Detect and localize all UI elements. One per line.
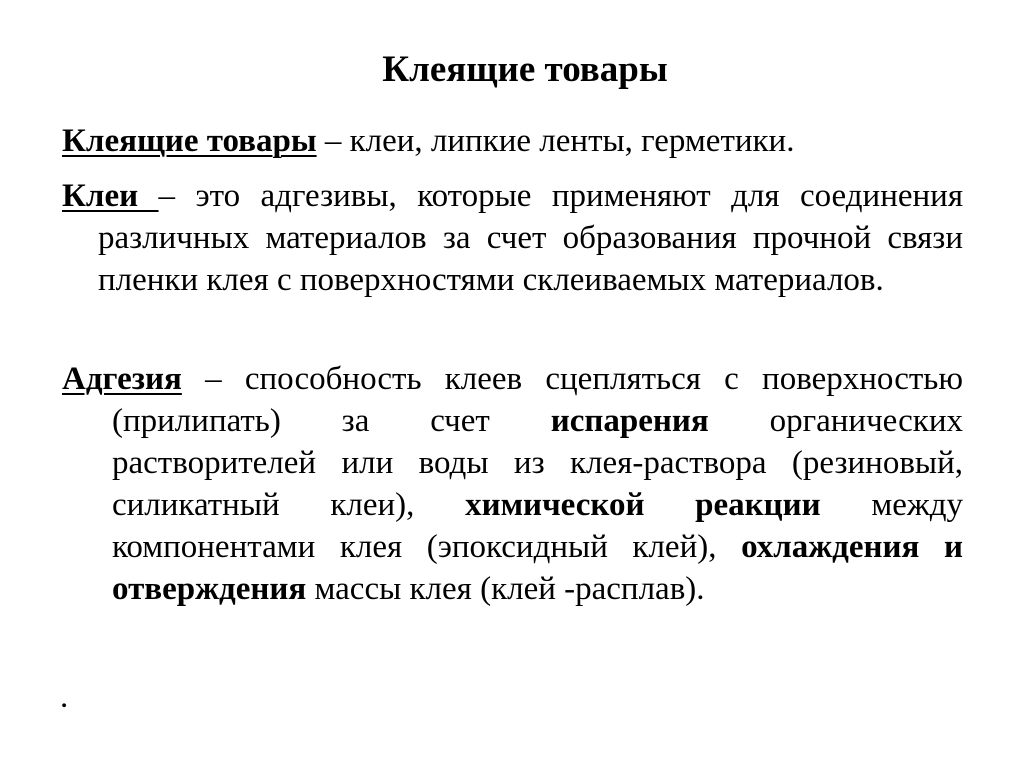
definition-text: между компонентами клея (эпоксидный клей), xyxy=(112,487,963,565)
definition-text: органических растворителей или воды из клея-раствора (резиновый, силикатный клеи), xyxy=(112,403,963,523)
definition-text: массы клея (клей -расплав). xyxy=(306,571,705,607)
emphasis-evaporation: испарения xyxy=(550,403,709,439)
definition-text: – клеи, липкие ленты, герметики. xyxy=(316,123,795,159)
definition-text: – это адгезивы, которые применяют для соединения различных материалов за счет образования прочной связи пленки клея с поверхностями склеиваемых материалов. xyxy=(98,178,963,298)
definition-adhesive-goods xyxy=(62,120,962,162)
definition-text: – способность клеев сцепляться с поверхностью (прилипать) за счет xyxy=(112,361,963,439)
emphasis-cooling-curing: охлаждения и отверждения xyxy=(112,529,963,607)
term-adhesion: Адгезия xyxy=(62,361,182,397)
term-adhesive-goods: Клеящие товары xyxy=(62,123,317,159)
trailing-dot: . xyxy=(60,679,69,715)
definition-adhesion xyxy=(62,358,963,610)
slide-title: Клеящие товары xyxy=(382,49,668,90)
definition-glues xyxy=(62,175,963,301)
emphasis-chemical-reaction: химической реакции xyxy=(465,487,821,523)
term-glues: Клеи xyxy=(62,178,159,214)
